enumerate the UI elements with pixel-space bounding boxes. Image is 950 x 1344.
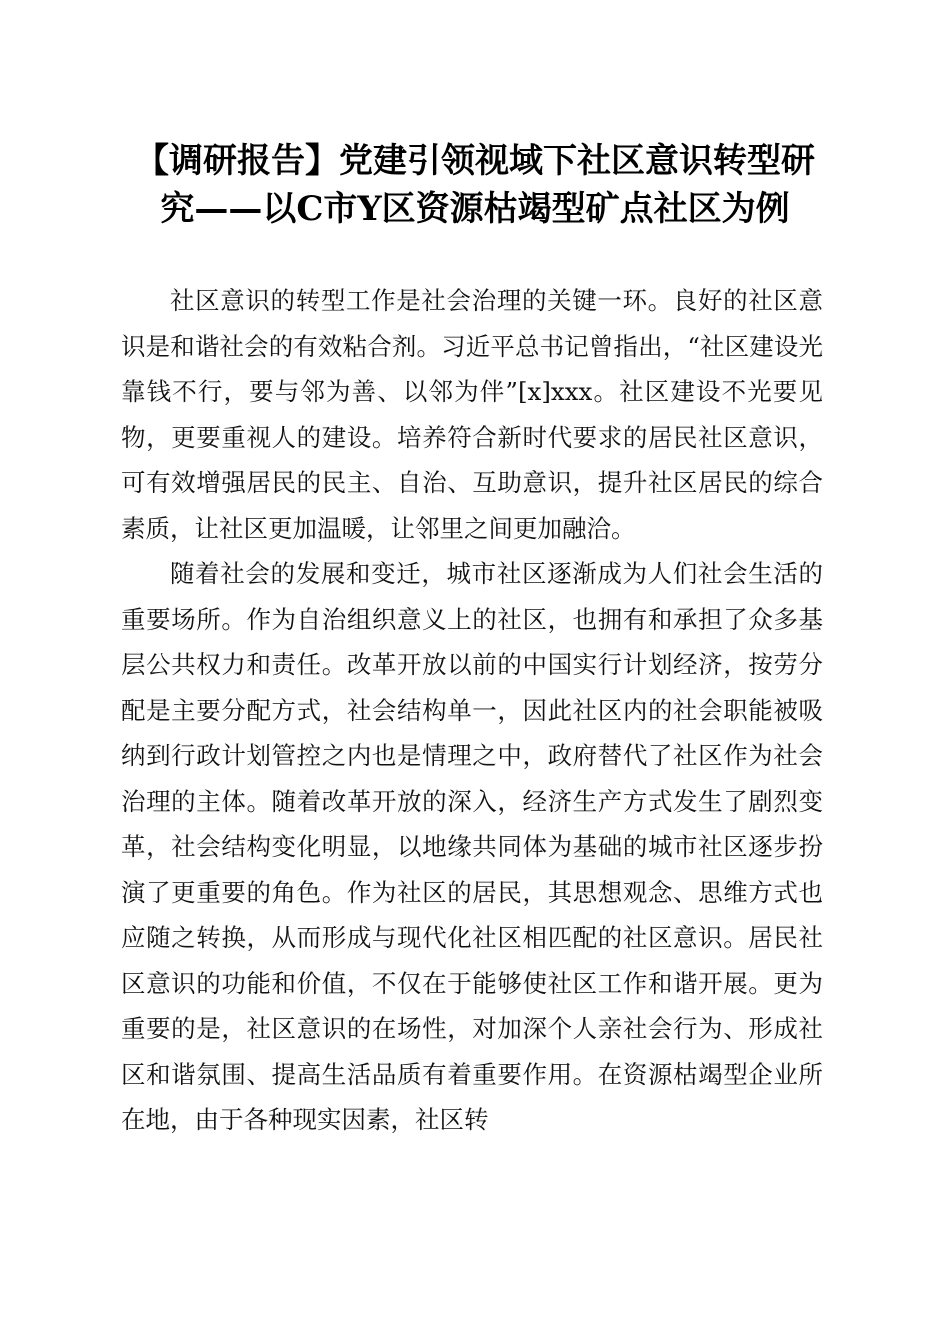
paragraph-2: 随着社会的发展和变迁，城市社区逐渐成为人们社会生活的重要场所。作为自治组织意义上的社区，也拥有和承担了众多基层公共权力和责任。改革开放以前的中国实行计划经济，按劳分配是主要分配方式，社会结构单一，因此社区内的社会职能被吸纳到行政计划管控之内也是情理之中，政府替代了社区作为社会治理的主体。随着改革开放的深入，经济生产方式发生了剧烈变革，社会结构变化明显，以地缘共同体为基础的城市社区逐步扮演了更重要的角色。作为社区的居民，其思想观念、思维方式也应随之转换，从而形成与现代化社区相匹配的社区意识。居民社区意识的功能和价值，不仅在于能够使社区工作和谐开展。更为重要的是，社区意识的在场性，对加深个人亲社会行为、形成社区和谐氛围、提高生活品质有着重要作用。在资源枯竭型企业所在地，由于各种现实因素，社区转 (121, 559, 823, 1134)
document-title (120, 137, 830, 233)
document-body (121, 278, 823, 1143)
title-line-1: 【调研报告】党建引领视域下社区意识转型研 (135, 141, 815, 181)
title-line-2: 究——以C市Y区资源枯竭型矿点社区为例 (160, 189, 790, 229)
paragraph-1: 社区意识的转型工作是社会治理的关键一环。良好的社区意识是和谐社会的有效粘合剂。习近平总书记曾指出，“社区建设光靠钱不行，要与邻为善、以邻为伴”[x]xxx。社区建设不光要见物，更要重视人的建设。培养符合新时代要求的居民社区意识，可有效增强居民的民主、自治、互助意识，提升社区居民的综合素质，让社区更加温暖，让邻里之间更加融洽。 (121, 286, 823, 543)
